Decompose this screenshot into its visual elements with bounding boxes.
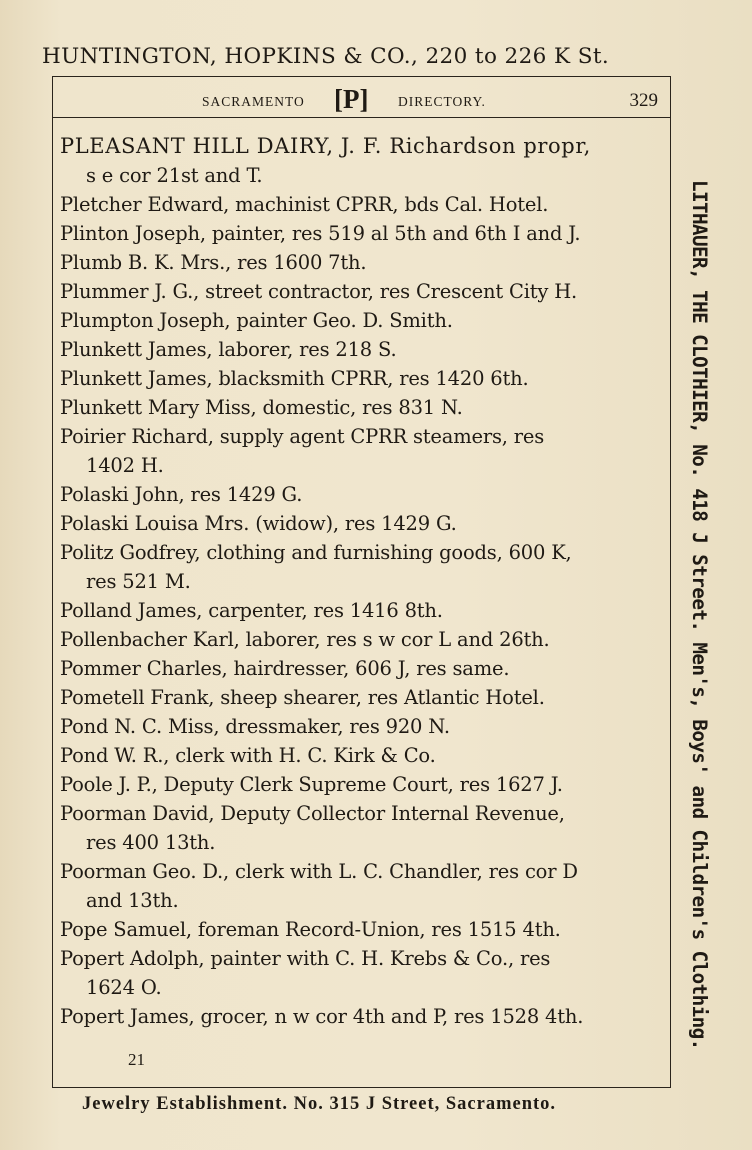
- directory-entry: [60, 770, 660, 799]
- entry-continuation-line: res 400 13th.: [86, 831, 216, 854]
- entry-main-line: Pommer Charles, hairdresser, 606 J, res same.: [60, 657, 510, 680]
- entry-continuation-line: s e cor 21st and T.: [86, 164, 263, 187]
- top-advertisement: HUNTINGTON, HOPKINS & CO., 220 to 226 K St.: [42, 44, 610, 69]
- directory-entry: [60, 393, 660, 422]
- directory-entry: [60, 190, 660, 219]
- running-head-letter: [P]: [334, 84, 369, 114]
- signature-mark: 21: [128, 1050, 145, 1069]
- entry-main-line: Pometell Frank, sheep shearer, res Atlantic Hotel.: [60, 686, 545, 709]
- entry-main-line: Plunkett James, blacksmith CPRR, res 1420 6th.: [60, 367, 529, 390]
- directory-entries: [60, 132, 660, 1031]
- directory-entry: [60, 944, 660, 1002]
- entry-main-line: Pope Samuel, foreman Record-Union, res 1515 4th.: [60, 918, 561, 941]
- entry-main-line: PLEASANT HILL DAIRY, J. F. Richardson propr,: [60, 134, 591, 158]
- entry-main-line: Popert James, grocer, n w cor 4th and P, res 1528 4th.: [60, 1005, 584, 1028]
- entry-main-line: Pond W. R., clerk with H. C. Kirk & Co.: [60, 744, 436, 767]
- entry-main-line: Pollenbacher Karl, laborer, res s w cor L and 26th.: [60, 628, 550, 651]
- entry-continuation-line: 1624 O.: [86, 976, 162, 999]
- directory-entry: [60, 132, 660, 190]
- directory-entry: [60, 741, 660, 770]
- entry-continuation-line: 1402 H.: [86, 454, 164, 477]
- running-head-title: DIRECTORY.: [398, 94, 486, 109]
- side-advertisement: [683, 180, 711, 1050]
- directory-entry: [60, 422, 660, 480]
- entry-main-line: Poirier Richard, supply agent CPRR steamers, res: [60, 425, 545, 448]
- entry-continuation-line: and 13th.: [86, 889, 179, 912]
- entry-main-line: Poorman Geo. D., clerk with L. C. Chandler, res cor D: [60, 860, 578, 883]
- header-divider: [52, 117, 671, 118]
- directory-entry: [60, 306, 660, 335]
- entry-main-line: Poorman David, Deputy Collector Internal Revenue,: [60, 802, 565, 825]
- running-head-city: SACRAMENTO: [202, 94, 305, 109]
- directory-entry: [60, 277, 660, 306]
- entry-main-line: Plinton Joseph, painter, res 519 al 5th and 6th I and J.: [60, 222, 581, 245]
- directory-entry: [60, 1002, 660, 1031]
- running-head: [52, 84, 658, 114]
- entry-main-line: Poole J. P., Deputy Clerk Supreme Court, res 1627 J.: [60, 773, 563, 796]
- entry-main-line: Politz Godfrey, clothing and furnishing goods, 600 K,: [60, 541, 572, 564]
- entry-main-line: Pletcher Edward, machinist CPRR, bds Cal. Hotel.: [60, 193, 549, 216]
- page-number: 329: [629, 90, 658, 111]
- entry-main-line: Plumb B. K. Mrs., res 1600 7th.: [60, 251, 367, 274]
- directory-entry: [60, 799, 660, 857]
- directory-entry: [60, 683, 660, 712]
- directory-entry: [60, 248, 660, 277]
- directory-entry: [60, 596, 660, 625]
- directory-entry: [60, 219, 660, 248]
- bottom-advertisement: Jewelry Establishment. No. 315 J Street, Sacramento.: [82, 1094, 557, 1114]
- directory-entry: [60, 915, 660, 944]
- entry-main-line: Polaski John, res 1429 G.: [60, 483, 303, 506]
- directory-entry: [60, 712, 660, 741]
- directory-entry: [60, 480, 660, 509]
- entry-main-line: Plunkett Mary Miss, domestic, res 831 N.: [60, 396, 463, 419]
- entry-continuation-line: res 521 M.: [86, 570, 191, 593]
- side-advertisement-text: LITHAUER, THE CLOTHIER, No. 418 J Street. Men's, Boys' and Children's Clothing.: [688, 180, 711, 1050]
- entry-main-line: Plummer J. G., street contractor, res Crescent City H.: [60, 280, 578, 303]
- entry-main-line: Polland James, carpenter, res 1416 8th.: [60, 599, 443, 622]
- directory-entry: [60, 625, 660, 654]
- entry-main-line: Plunkett James, laborer, res 218 S.: [60, 338, 397, 361]
- directory-entry: [60, 335, 660, 364]
- directory-entry: [60, 509, 660, 538]
- directory-entry: [60, 654, 660, 683]
- entry-main-line: Pond N. C. Miss, dressmaker, res 920 N.: [60, 715, 450, 738]
- directory-entry: [60, 857, 660, 915]
- entry-main-line: Plumpton Joseph, painter Geo. D. Smith.: [60, 309, 453, 332]
- entry-main-line: Popert Adolph, painter with C. H. Krebs & Co., res: [60, 947, 551, 970]
- entry-main-line: Polaski Louisa Mrs. (widow), res 1429 G.: [60, 512, 457, 535]
- directory-entry: [60, 538, 660, 596]
- directory-entry: [60, 364, 660, 393]
